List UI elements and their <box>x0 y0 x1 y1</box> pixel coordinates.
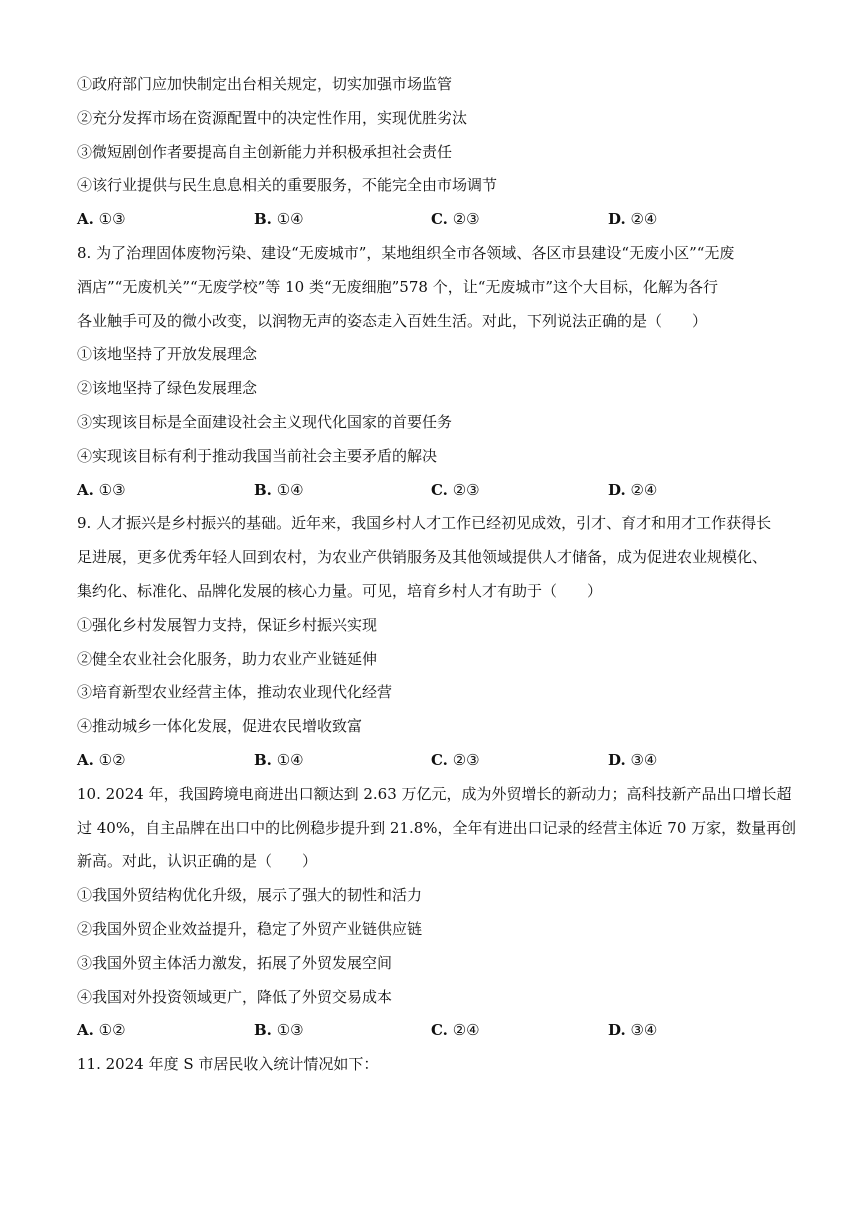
option-item: ③我国外贸主体活力激发，拓展了外贸发展空间 <box>77 953 393 972</box>
question-10 <box>77 778 797 1048</box>
option-item: ①我国外贸结构优化升级，展示了强大的韧性和活力 <box>77 886 423 905</box>
question-7-tail <box>77 68 785 237</box>
question-11 <box>77 1048 785 1082</box>
question-9 <box>77 507 785 777</box>
choice-d: D. ②④ <box>608 480 658 499</box>
option-item: ③实现该目标是全面建设社会主义现代化国家的首要任务 <box>77 412 453 431</box>
option-item: ④该行业提供与民生息息相关的重要服务，不能完全由市场调节 <box>77 176 498 195</box>
choice-a: A. ①③ <box>77 210 126 229</box>
option-item: ①强化乡村发展智力支持，保证乡村振兴实现 <box>77 615 378 634</box>
question-stem-line: 过 40%，自主品牌在出口中的比例稳步提升到 21.8%，全年有进出口记录的经营主体近 70 万家，数量再创 <box>77 818 797 837</box>
question-stem-line: 各业触手可及的微小改变，以润物无声的姿态走入百姓生活。对此，下列说法正确的是（ ） <box>77 311 708 330</box>
question-stem-line: 酒店”“无废机关”“无废学校”等 10 类“无废细胞”578 个，让“无废城市”这个大目标，化解为各行 <box>77 277 719 296</box>
option-item: ④我国对外投资领域更广，降低了外贸交易成本 <box>77 987 393 1006</box>
choice-b: B. ①③ <box>254 1021 304 1040</box>
question-stem-line: 足进展，更多优秀年轻人回到农村，为农业产供销服务及其他领域提供人才储备，成为促进农业规模化、 <box>77 548 768 567</box>
question-stem-line: 10. 2024 年，我国跨境电商进出口额达到 2.63 万亿元，成为外贸增长的新动力；高科技新产品出口增长超 <box>77 784 792 803</box>
option-item: ①该地坚持了开放发展理念 <box>77 345 258 364</box>
option-item: ②该地坚持了绿色发展理念 <box>77 379 258 398</box>
answer-choices <box>77 203 785 237</box>
question-stem-line: 新高。对此，认识正确的是（ ） <box>77 852 318 871</box>
question-stem-line: 11. 2024 年度 S 市居民收入统计情况如下： <box>77 1055 379 1074</box>
choice-a: A. ①③ <box>77 480 126 499</box>
choice-d: D. ③④ <box>608 750 658 769</box>
option-item: ②充分发挥市场在资源配置中的决定性作用，实现优胜劣汰 <box>77 108 468 127</box>
choice-d: D. ③④ <box>608 1021 658 1040</box>
answer-choices <box>77 474 785 508</box>
choice-c: C. ②③ <box>431 750 480 769</box>
choice-d: D. ②④ <box>608 210 658 229</box>
option-item: ③微短剧创作者要提高自主创新能力并积极承担社会责任 <box>77 142 453 161</box>
answer-choices <box>77 744 785 778</box>
option-item: ③培育新型农业经营主体，推动农业现代化经营 <box>77 683 393 702</box>
choice-b: B. ①④ <box>254 210 304 229</box>
choice-c: C. ②③ <box>431 210 480 229</box>
choice-a: A. ①② <box>77 750 126 769</box>
option-item: ①政府部门应加快制定出台相关规定，切实加强市场监管 <box>77 75 453 93</box>
answer-choices <box>77 1014 785 1048</box>
question-stem-line: 8. 为了治理固体废物污染、建设“无废城市”，某地组织全市各领域、各区市县建设“无废小区”“无废 <box>77 243 735 262</box>
option-item: ④实现该目标有利于推动我国当前社会主要矛盾的解决 <box>77 446 438 465</box>
choice-c: C. ②④ <box>431 1021 480 1040</box>
choice-b: B. ①④ <box>254 480 304 499</box>
question-stem-line: 9. 人才振兴是乡村振兴的基础。近年来，我国乡村人才工作已经初见成效，引才、育才和用才工作获得长 <box>77 514 772 533</box>
option-item: ④推动城乡一体化发展，促进农民增收致富 <box>77 717 363 736</box>
choice-b: B. ①④ <box>254 750 304 769</box>
option-item: ②我国外贸企业效益提升，稳定了外贸产业链供应链 <box>77 919 423 938</box>
question-8 <box>77 237 785 507</box>
choice-a: A. ①② <box>77 1021 126 1040</box>
choice-c: C. ②③ <box>431 480 480 499</box>
exam-page <box>77 68 797 1082</box>
option-item: ②健全农业社会化服务，助力农业产业链延伸 <box>77 649 378 668</box>
question-stem-line: 集约化、标准化、品牌化发展的核心力量。可见，培育乡村人才有助于（ ） <box>77 581 603 600</box>
